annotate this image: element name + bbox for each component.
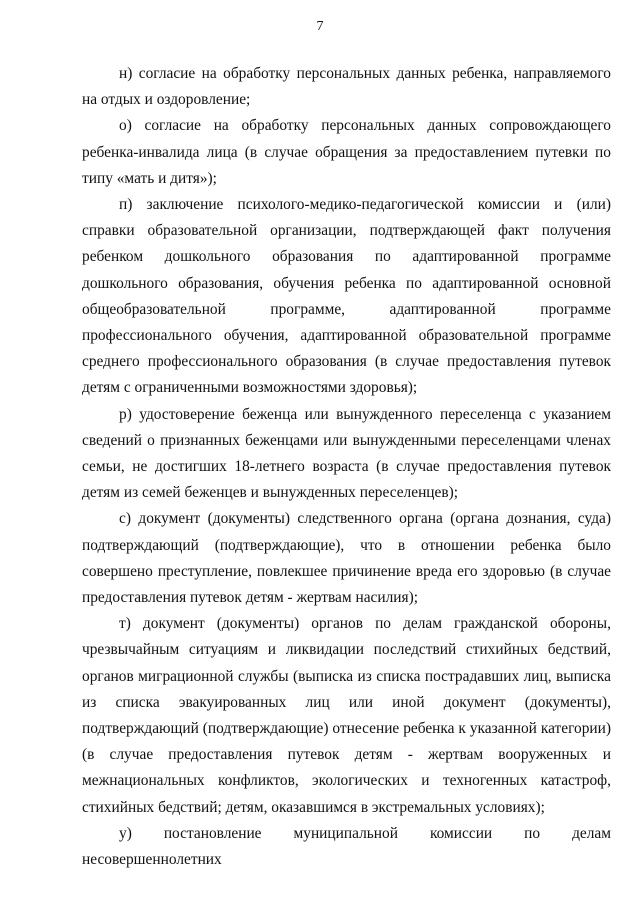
paragraph-t: т) документ (документы) органов по делам гражданской обороны, чрезвычайным ситуациям и ликвидации последствий стихийных бедствий, органов миграционной службы (выписка из списка пострадавших лиц, выписка из списка эвакуированных лиц или иной документ (документы), подтверждающий (подтверждающие) отнесение ребенка к указанной категории) (в случае предоставления путевок детям - жертвам вооруженных и межнациональных конфликтов, экологических и техногенных катастроф, стихийных бедствий; детям, оказавшимся в экстремальных условиях); [82, 615, 611, 816]
paragraph-u: у) постановление муниципальной комиссии по делам несовершеннолетних [82, 824, 611, 869]
paragraph-p: п) заключение психолого-медико-педагогической комиссии и (или) справки образовательной организации, подтверждающей факт получения ребенком дошкольного образования по адаптированной программе дошкольного образования, обучения ребенка по адаптированной основной общеобразовательной программе, адаптированной программе профессионального обучения, адаптированной образовательной программе среднего профессионального образования (в случае предоставления путевок детям с ограниченными возможностями здоровья); [82, 196, 611, 397]
paragraph-r: р) удостоверение беженца или вынужденного переселенца с указанием сведений о признанных беженцами или вынужденными переселенцами членах семьи, не достигших 18-летнего возраста (в случае предоставления путевок детям из семей беженцев и вынужденных переселенцев); [82, 405, 611, 502]
page-number: 7 [316, 19, 324, 34]
paragraph-s: с) документ (документы) следственного органа (органа дознания, суда) подтверждающий (подтверждающие), что в отношении ребенка было совершено преступление, повлекшее причинение вреда его здоровью (в случае предоставления путевок детям - жертвам насилия); [82, 510, 611, 607]
paragraph-n: н) согласие на обработку персональных данных ребенка, направляемого на отдых и оздоровление; [82, 65, 611, 109]
document-body [82, 61, 611, 873]
paragraph-o: о) согласие на обработку персональных данных сопровождающего ребенка-инвалида лица (в случае обращения за предоставлением путевки по типу «мать и дитя»); [82, 117, 611, 187]
